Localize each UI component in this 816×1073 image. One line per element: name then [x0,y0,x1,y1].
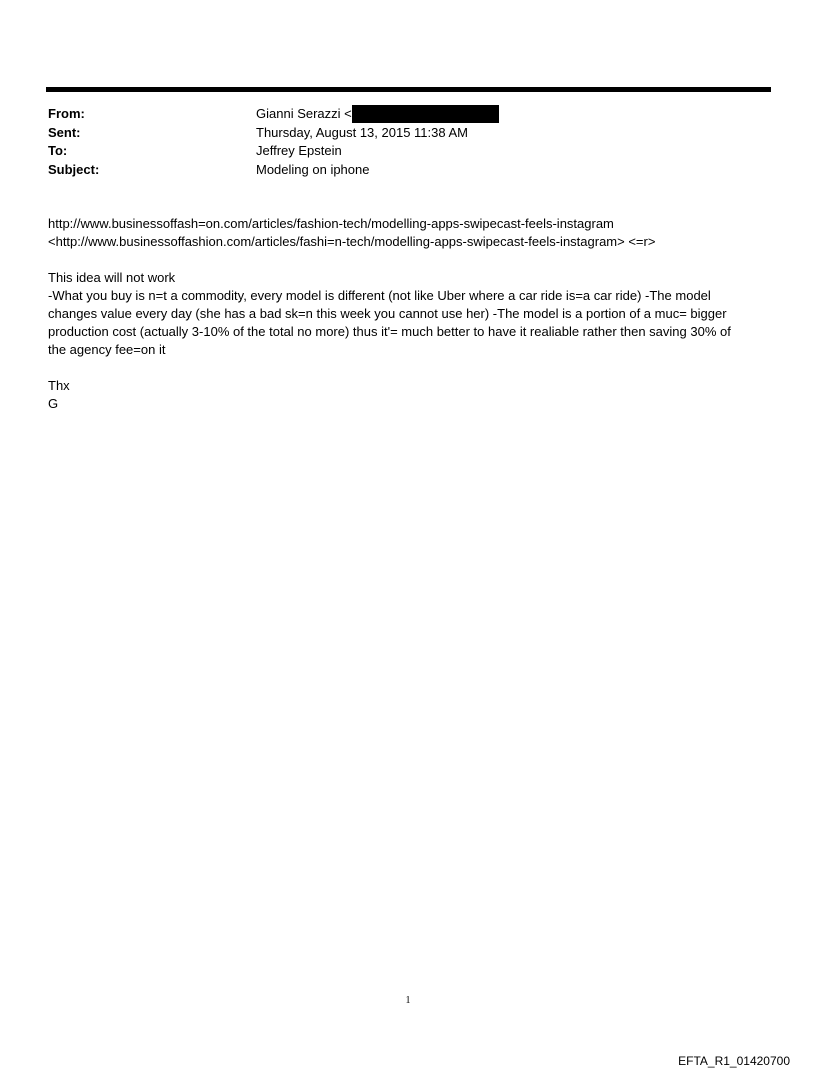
paragraph-line-1: -What you buy is n=t a commodity, every model is different (not like Uber where a car ride is=a car ride) -The model [48,288,711,303]
to-row [48,142,748,161]
email-body [48,215,773,413]
paragraph-gap [48,251,773,269]
header-divider [46,87,771,92]
sent-row [48,124,748,143]
from-value [256,105,499,124]
to-value: Jeffrey Epstein [256,143,342,158]
from-row [48,105,748,124]
paragraph-line-2: changes value every day (she has a bad sk=n this week you cannot use her) -The model is a portion of a muc= bigger [48,306,727,321]
email-header [48,105,748,179]
sent-value: Thursday, August 13, 2015 11:38 AM [256,124,468,140]
paragraph-gap [48,359,773,377]
sender-name: Gianni Serazzi < [256,106,352,121]
subject-label: Subject: [48,161,100,177]
paragraph-line-4: the agency fee=on it [48,342,166,357]
redaction-block [352,105,499,123]
paragraph-intro: This idea will not work [48,270,176,285]
subject-value: Modeling on iphone [256,161,370,177]
bates-number: EFTA_R1_01420700 [678,1054,790,1068]
signature: G [48,396,59,411]
page-number: 1 [405,995,411,1006]
paragraph-line-3: production cost (actually 3-10% of the total no more) thus it'= much better to have it realiable rather then saving 30% of [48,324,731,339]
signoff: Thx [48,378,70,393]
to-label: To: [48,143,68,158]
link-line-2: <http://www.businessoffashion.com/articles/fashi=n-tech/modelling-apps-swipecast-feels-instagram> <=r> [48,234,656,249]
from-label: From: [48,106,85,121]
link-line-1: http://www.businessoffash=on.com/articles/fashion-tech/modelling-apps-swipecast-feels-instagram [48,216,614,231]
sent-label: Sent: [48,124,81,140]
subject-row [48,161,748,180]
